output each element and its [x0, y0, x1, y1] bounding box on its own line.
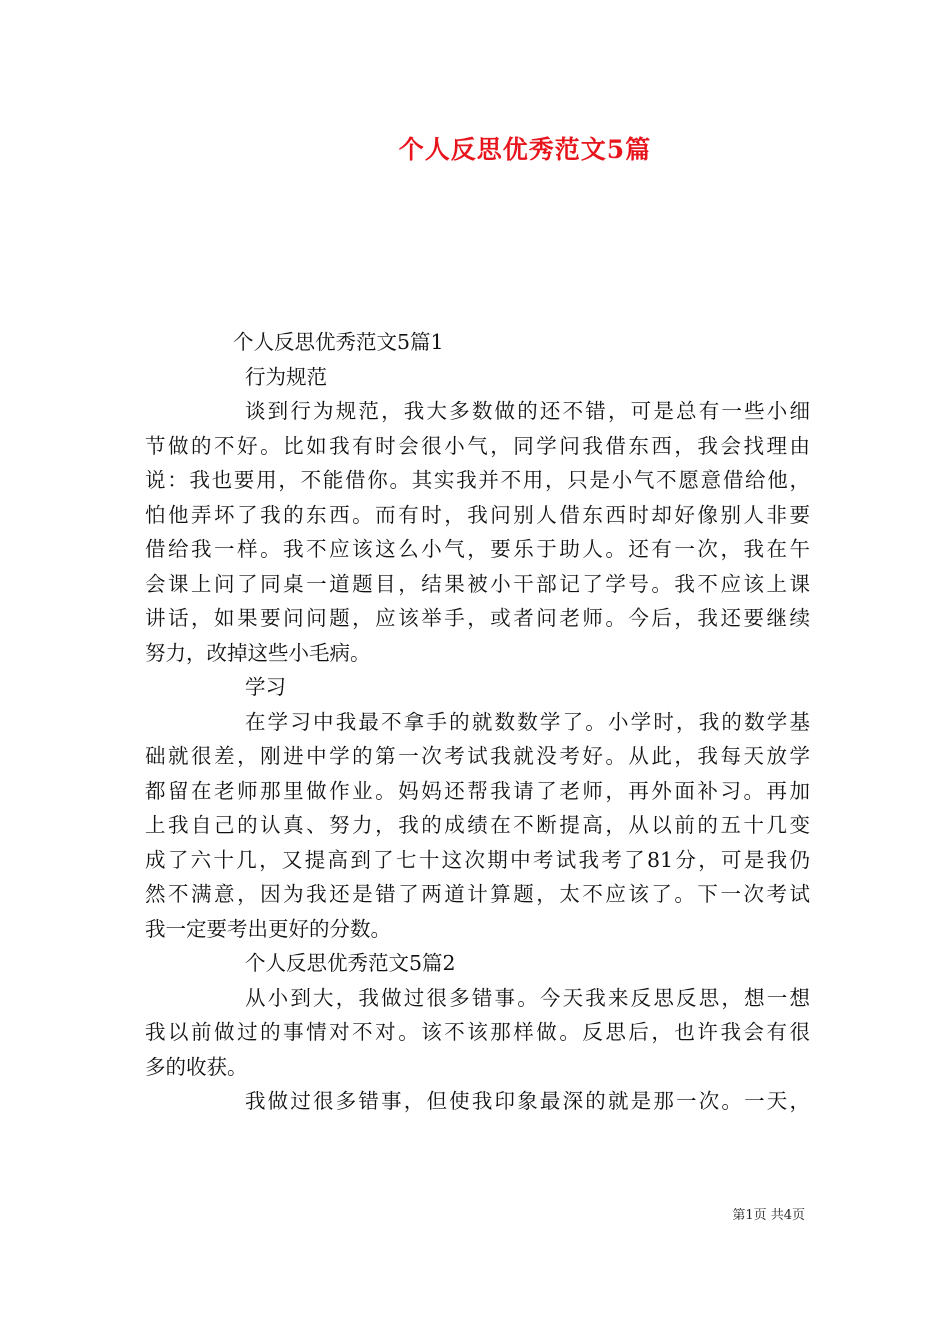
text-line: 讲话，如果要问问题，应该举手，或者问老师。今后，我还要继续 [145, 606, 810, 630]
text-line: 都留在老师那里做作业。妈妈还帮我请了老师，再外面补习。再加 [145, 778, 810, 803]
text-line: 学习 [245, 675, 286, 699]
text-line: 行为规范 [245, 364, 327, 389]
document-body [145, 325, 810, 1119]
text-line: 谈到行为规范，我大多数做的还不错，可是总有一些小细 [245, 399, 810, 423]
text-line: 然不满意，因为我还是错了两道计算题，太不应该了。下一次考试 [145, 882, 810, 906]
text-line: 成了六十几，又提高到了七十这次期中考试我考了81分，可是我仍 [145, 847, 810, 872]
text-line: 个人反思优秀范文5篇1 [233, 330, 444, 354]
page-title: 个人反思优秀范文5篇 [398, 135, 652, 164]
text-line: 怕他弄坏了我的东西。而有时，我问别人借东西时却好像别人非要 [145, 502, 810, 527]
text-line: 础就很差，刚进中学的第一次考试我就没考好。从此，我每天放学 [145, 744, 810, 768]
page-footer: 第1页 共4页 [732, 1208, 805, 1223]
text-line: 努力，改掉这些小毛病。 [145, 640, 371, 665]
text-line: 在学习中我最不拿手的就数数学了。小学时，我的数学基 [245, 709, 810, 734]
text-line: 节做的不好。比如我有时会很小气，同学问我借东西，我会找理由 [145, 433, 810, 458]
text-line: 说：我也要用，不能借你。其实我并不用，只是小气不愿意借给他， [145, 468, 810, 492]
text-line: 上我自己的认真、努力，我的成绩在不断提高，从以前的五十几变 [145, 813, 810, 837]
text-line: 我做过很多错事，但使我印象最深的就是那一次。一天， [245, 1089, 810, 1113]
text-line: 我一定要考出更好的分数。 [145, 916, 391, 941]
text-line: 从小到大，我做过很多错事。今天我来反思反思，想一想 [245, 985, 810, 1010]
text-line: 借给我一样。我不应该这么小气，要乐于助人。还有一次，我在午 [145, 537, 810, 561]
text-line: 我以前做过的事情对不对。该不该那样做。反思后，也许我会有很 [145, 1020, 810, 1044]
text-line: 多的收获。 [145, 1054, 248, 1079]
text-line: 个人反思优秀范文5篇2 [245, 951, 456, 975]
text-line: 会课上问了同桌一道题目，结果被小干部记了学号。我不应该上课 [145, 571, 810, 596]
